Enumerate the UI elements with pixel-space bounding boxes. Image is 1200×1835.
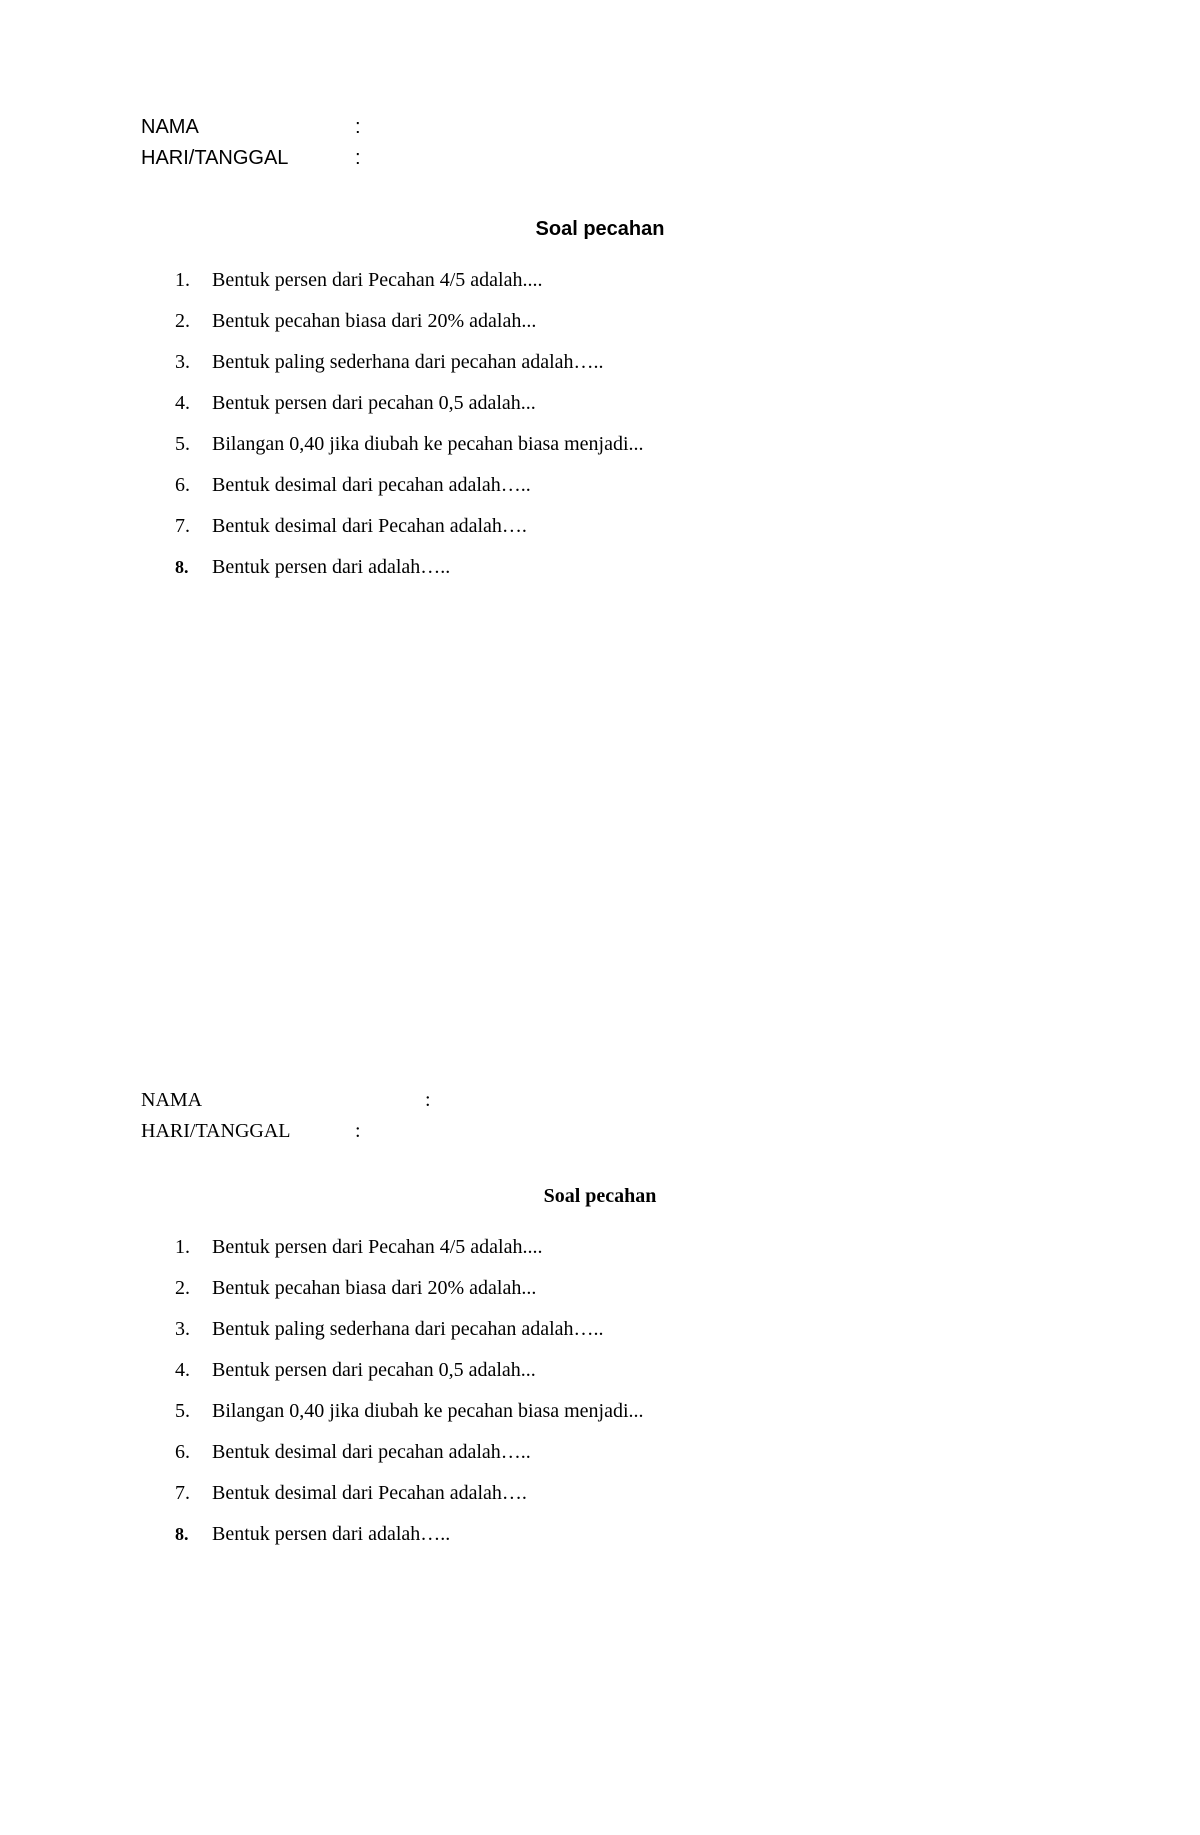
question-list bbox=[0, 260, 1200, 588]
question-number: 4. bbox=[175, 392, 190, 414]
question-number: 7. bbox=[175, 1482, 190, 1504]
question-item bbox=[0, 424, 1200, 465]
question-text: Bentuk desimal dari pecahan adalah….. bbox=[212, 1441, 531, 1463]
question-text: Bentuk paling sederhana dari pecahan adalah….. bbox=[212, 1318, 604, 1340]
question-text: Bentuk desimal dari Pecahan adalah…. bbox=[212, 515, 527, 537]
hari-tanggal-row bbox=[0, 143, 1200, 174]
question-item bbox=[0, 465, 1200, 506]
question-item bbox=[0, 1432, 1200, 1473]
question-text: Bentuk pecahan biasa dari 20% adalah... bbox=[212, 310, 537, 332]
question-number: 1. bbox=[175, 269, 190, 291]
question-number: 7. bbox=[175, 515, 190, 537]
question-item bbox=[0, 1227, 1200, 1268]
question-text: Bentuk desimal dari Pecahan adalah…. bbox=[212, 1482, 527, 1504]
hari-tanggal-colon: : bbox=[355, 147, 361, 169]
nama-row bbox=[0, 112, 1200, 143]
question-text: Bentuk persen dari Pecahan 4/5 adalah.... bbox=[212, 1236, 543, 1258]
question-text: Bentuk persen dari adalah….. bbox=[212, 1523, 451, 1545]
question-item bbox=[0, 301, 1200, 342]
worksheet-title: Soal pecahan bbox=[535, 218, 665, 240]
question-number: 1. bbox=[175, 1236, 190, 1258]
question-text: Bilangan 0,40 jika diubah ke pecahan biasa menjadi... bbox=[212, 433, 644, 455]
question-item bbox=[0, 1391, 1200, 1432]
question-text: Bentuk persen dari Pecahan 4/5 adalah.... bbox=[212, 269, 543, 291]
question-number: 5. bbox=[175, 433, 190, 455]
question-item bbox=[0, 342, 1200, 383]
worksheet-section-2 bbox=[0, 1085, 1200, 1545]
hari-tanggal-colon: : bbox=[355, 1120, 361, 1142]
hari-tanggal-label: HARI/TANGGAL bbox=[141, 147, 289, 169]
nama-label: NAMA bbox=[141, 1089, 203, 1111]
nama-row bbox=[0, 1085, 1200, 1116]
question-number: 5. bbox=[175, 1400, 190, 1422]
question-text: Bentuk persen dari pecahan 0,5 adalah... bbox=[212, 1359, 536, 1381]
question-number: 6. bbox=[175, 474, 190, 496]
question-item bbox=[0, 547, 1200, 588]
question-text: Bentuk pecahan biasa dari 20% adalah... bbox=[212, 1277, 537, 1299]
worksheet-section-1 bbox=[0, 112, 1200, 578]
question-number: 3. bbox=[175, 351, 190, 373]
question-number: 4. bbox=[175, 1359, 190, 1381]
question-item bbox=[0, 1309, 1200, 1350]
hari-tanggal-row bbox=[0, 1116, 1200, 1147]
hari-tanggal-label: HARI/TANGGAL bbox=[141, 1120, 291, 1142]
question-item bbox=[0, 1268, 1200, 1309]
question-item bbox=[0, 1350, 1200, 1391]
question-item bbox=[0, 506, 1200, 547]
question-text: Bentuk paling sederhana dari pecahan adalah….. bbox=[212, 351, 604, 373]
question-text: Bentuk persen dari adalah….. bbox=[212, 556, 451, 578]
question-item bbox=[0, 1473, 1200, 1514]
question-list bbox=[0, 1227, 1200, 1555]
question-number: 6. bbox=[175, 1441, 190, 1463]
question-number: 8. bbox=[175, 557, 189, 577]
question-item bbox=[0, 1514, 1200, 1555]
nama-label: NAMA bbox=[141, 116, 199, 138]
nama-colon: : bbox=[425, 1089, 431, 1111]
question-number: 3. bbox=[175, 1318, 190, 1340]
question-item bbox=[0, 260, 1200, 301]
question-number: 2. bbox=[175, 310, 190, 332]
nama-colon: : bbox=[355, 116, 361, 138]
question-text: Bentuk persen dari pecahan 0,5 adalah... bbox=[212, 392, 536, 414]
question-text: Bentuk desimal dari pecahan adalah….. bbox=[212, 474, 531, 496]
question-number: 8. bbox=[175, 1524, 189, 1544]
question-number: 2. bbox=[175, 1277, 190, 1299]
question-item bbox=[0, 383, 1200, 424]
worksheet-title: Soal pecahan bbox=[543, 1185, 657, 1207]
question-text: Bilangan 0,40 jika diubah ke pecahan biasa menjadi... bbox=[212, 1400, 644, 1422]
